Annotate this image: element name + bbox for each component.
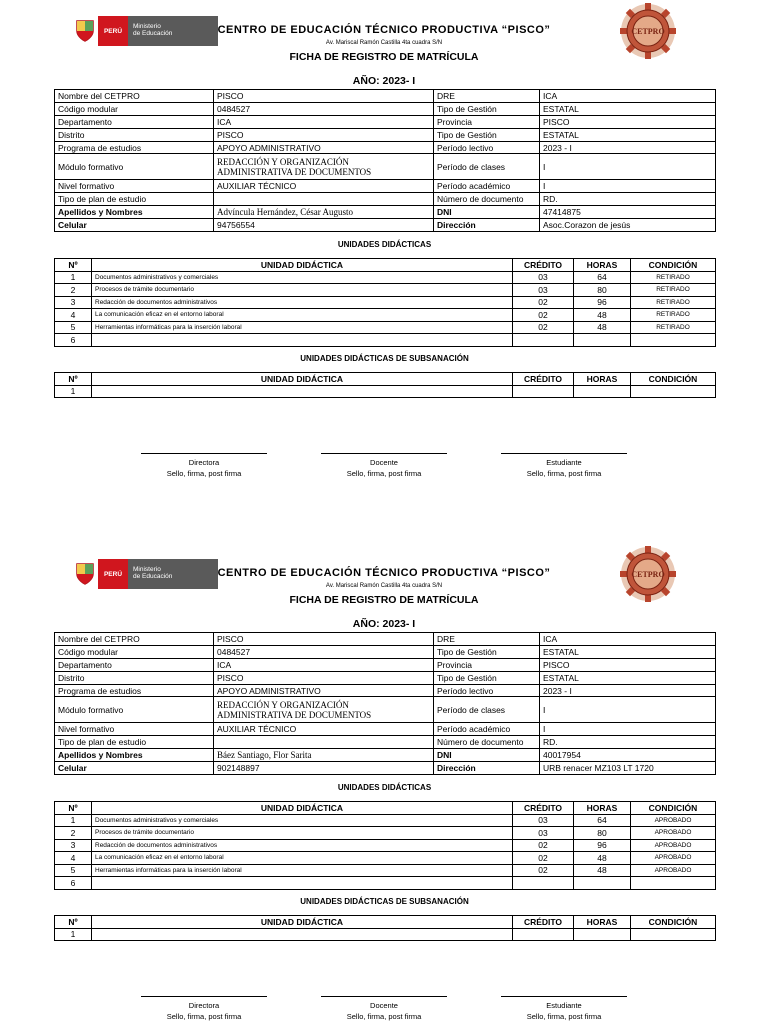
- signature-note: Sello, firma, post firma: [166, 1012, 242, 1021]
- signature-line: [321, 453, 447, 454]
- header-credit: CRÉDITO: [513, 373, 574, 386]
- signature-note: Sello, firma, post firma: [166, 469, 242, 478]
- value-province: PISCO: [540, 115, 716, 128]
- label-plan-type: Tipo de plan de estudio: [55, 193, 214, 206]
- enrollment-sheet: [0, 543, 768, 1024]
- unit-condition: [631, 877, 716, 890]
- subs-name: [92, 928, 513, 941]
- unit-no: 2: [55, 284, 92, 297]
- peru-shield-icon: [72, 559, 98, 589]
- value-cellphone: 94756554: [214, 219, 434, 232]
- unit-condition: APROBADO: [631, 852, 716, 865]
- unit-row: [55, 271, 716, 284]
- subs-header-row: [55, 916, 716, 929]
- unit-no: 5: [55, 321, 92, 334]
- header-no: Nº: [55, 916, 92, 929]
- label-module: Módulo formativo: [55, 697, 214, 723]
- academic-year: AÑO: 2023- I: [352, 618, 416, 630]
- academic-year: AÑO: 2023- I: [352, 75, 416, 87]
- info-row: [55, 658, 716, 671]
- label-dre: DRE: [434, 90, 540, 103]
- seal-text: CETPRO: [631, 570, 665, 579]
- value-plan-type: [214, 193, 434, 206]
- subs-condition: [631, 385, 716, 398]
- value-plan-type: [214, 736, 434, 749]
- unit-hours: 48: [574, 852, 631, 865]
- subs-header-row: [55, 373, 716, 386]
- value-academic-period: I: [540, 180, 716, 193]
- unit-condition: RETIRADO: [631, 296, 716, 309]
- signature-student: [501, 996, 627, 1022]
- cetpro-seal-icon: [620, 546, 676, 602]
- unit-row: [55, 321, 716, 334]
- unit-credit: 02: [513, 852, 574, 865]
- label-department: Departamento: [55, 115, 214, 128]
- ministry-brand: PERÚ: [98, 16, 128, 46]
- signature-role: Directora: [188, 458, 220, 467]
- label-module: Módulo formativo: [55, 154, 214, 180]
- unit-row: [55, 877, 716, 890]
- label-district: Distrito: [55, 671, 214, 684]
- value-cetpro-name: PISCO: [214, 633, 434, 646]
- subs-credit: [513, 385, 574, 398]
- ministry-brand: PERÚ: [98, 559, 128, 589]
- unit-hours: 80: [574, 284, 631, 297]
- label-cellphone: Celular: [55, 762, 214, 775]
- info-row: [55, 697, 716, 723]
- signature-line: [501, 996, 627, 997]
- unit-no: 5: [55, 864, 92, 877]
- institution-title: CENTRO DE EDUCACIÓN TÉCNICO PRODUCTIVA “PISCO”: [217, 24, 551, 36]
- value-level: AUXILIAR TÉCNICO: [214, 723, 434, 736]
- label-province: Provincia: [434, 658, 540, 671]
- subs-no: 1: [55, 928, 92, 941]
- signature-note: Sello, firma, post firma: [526, 1012, 602, 1021]
- signature-note: Sello, firma, post firma: [346, 469, 422, 478]
- label-cetpro-name: Nombre del CETPRO: [55, 90, 214, 103]
- units-title: UNIDADES DIDÁCTICAS: [337, 240, 432, 249]
- value-module: REDACCIÓN Y ORGANIZACIÓN ADMINISTRATIVA DE DOCUMENTOS: [214, 154, 434, 180]
- value-class-period: I: [540, 697, 716, 723]
- subs-name: [92, 385, 513, 398]
- unit-credit: 02: [513, 864, 574, 877]
- unit-no: 3: [55, 296, 92, 309]
- unit-no: 4: [55, 852, 92, 865]
- unit-no: 6: [55, 877, 92, 890]
- unit-credit: [513, 334, 574, 347]
- unit-name: [92, 334, 513, 347]
- unit-hours: 48: [574, 864, 631, 877]
- unit-hours: 64: [574, 814, 631, 827]
- subs-title: UNIDADES DIDÁCTICAS DE SUBSANACIÓN: [300, 354, 469, 363]
- units-table: [54, 258, 716, 347]
- label-province: Provincia: [434, 115, 540, 128]
- label-modular-code: Código modular: [55, 645, 214, 658]
- signature-teacher: [321, 453, 447, 479]
- unit-no: 2: [55, 827, 92, 840]
- unit-name: Documentos administrativos y comerciales: [92, 814, 513, 827]
- institution-title: CENTRO DE EDUCACIÓN TÉCNICO PRODUCTIVA “PISCO”: [217, 567, 551, 579]
- unit-credit: 03: [513, 284, 574, 297]
- unit-no: 1: [55, 814, 92, 827]
- label-department: Departamento: [55, 658, 214, 671]
- unit-credit: [513, 877, 574, 890]
- signature-line: [321, 996, 447, 997]
- header-no: Nº: [55, 259, 92, 272]
- label-study-program: Programa de estudios: [55, 141, 214, 154]
- header-no: Nº: [55, 802, 92, 815]
- signature-role: Directora: [188, 1001, 220, 1010]
- label-plan-type: Tipo de plan de estudio: [55, 736, 214, 749]
- unit-row: [55, 852, 716, 865]
- value-dni: 47414875: [540, 206, 716, 219]
- value-modular-code: 0484527: [214, 645, 434, 658]
- subs-row: [55, 928, 716, 941]
- form-title: FICHA DE REGISTRO DE MATRÍCULA: [289, 51, 479, 63]
- signature-role: Docente: [370, 458, 398, 467]
- info-row: [55, 193, 716, 206]
- signature-line: [141, 996, 267, 997]
- unit-row: [55, 827, 716, 840]
- label-address: Dirección: [434, 762, 540, 775]
- unit-hours: 96: [574, 839, 631, 852]
- units-header-row: [55, 259, 716, 272]
- value-dre: ICA: [540, 633, 716, 646]
- value-cetpro-name: PISCO: [214, 90, 434, 103]
- value-mgmt-type: ESTATAL: [540, 102, 716, 115]
- unit-no: 6: [55, 334, 92, 347]
- value-district: PISCO: [214, 671, 434, 684]
- label-academic-period: Período académico: [434, 180, 540, 193]
- signature-line: [141, 453, 267, 454]
- value-full-name: Advíncula Hernández, César Augusto: [214, 206, 434, 219]
- unit-credit: 03: [513, 814, 574, 827]
- ministry-name: Ministerio de Educación: [128, 559, 218, 589]
- label-doc-number: Número de documento: [434, 193, 540, 206]
- header-credit: CRÉDITO: [513, 916, 574, 929]
- label-study-program: Programa de estudios: [55, 684, 214, 697]
- value-study-program: APOYO ADMINISTRATIVO: [214, 141, 434, 154]
- label-class-period: Período de clases: [434, 697, 540, 723]
- label-modular-code: Código modular: [55, 102, 214, 115]
- cetpro-seal-icon: [620, 3, 676, 59]
- value-academic-period: I: [540, 723, 716, 736]
- label-address: Dirección: [434, 219, 540, 232]
- unit-credit: 03: [513, 827, 574, 840]
- unit-credit: 02: [513, 309, 574, 322]
- unit-row: [55, 284, 716, 297]
- header-condition: CONDICIÓN: [631, 373, 716, 386]
- signature-student: [501, 453, 627, 479]
- unit-no: 1: [55, 271, 92, 284]
- header-unit: UNIDAD DIDÁCTICA: [92, 916, 513, 929]
- header-hours: HORAS: [574, 916, 631, 929]
- info-row: [55, 141, 716, 154]
- info-row: [55, 671, 716, 684]
- subs-table: [54, 372, 716, 398]
- info-row: [55, 206, 716, 219]
- subs-hours: [574, 928, 631, 941]
- units-table: [54, 801, 716, 890]
- unit-hours: 64: [574, 271, 631, 284]
- unit-hours: [574, 877, 631, 890]
- peru-shield-icon: [72, 16, 98, 46]
- signature-director: [141, 453, 267, 479]
- label-mgmt-type-2: Tipo de Gestión: [434, 671, 540, 684]
- unit-condition: APROBADO: [631, 814, 716, 827]
- seal-text: CETPRO: [631, 27, 665, 36]
- unit-name: La comunicación eficaz en el entorno laboral: [92, 309, 513, 322]
- label-cellphone: Celular: [55, 219, 214, 232]
- unit-condition: RETIRADO: [631, 321, 716, 334]
- info-row: [55, 645, 716, 658]
- unit-name: [92, 877, 513, 890]
- subs-credit: [513, 928, 574, 941]
- label-full-name: Apellidos y Nombres: [55, 206, 214, 219]
- value-full-name: Báez Santiago, Flor Sarita: [214, 749, 434, 762]
- value-province: PISCO: [540, 658, 716, 671]
- header-credit: CRÉDITO: [513, 802, 574, 815]
- label-mgmt-type: Tipo de Gestión: [434, 102, 540, 115]
- header-condition: CONDICIÓN: [631, 802, 716, 815]
- value-department: ICA: [214, 658, 434, 671]
- unit-credit: 02: [513, 296, 574, 309]
- value-period: 2023 - I: [540, 141, 716, 154]
- unit-condition: APROBADO: [631, 864, 716, 877]
- unit-condition: RETIRADO: [631, 271, 716, 284]
- unit-credit: 02: [513, 839, 574, 852]
- unit-no: 3: [55, 839, 92, 852]
- unit-row: [55, 334, 716, 347]
- unit-name: La comunicación eficaz en el entorno laboral: [92, 852, 513, 865]
- header-hours: HORAS: [574, 259, 631, 272]
- subs-row: [55, 385, 716, 398]
- label-mgmt-type: Tipo de Gestión: [434, 645, 540, 658]
- header-condition: CONDICIÓN: [631, 916, 716, 929]
- signature-line: [501, 453, 627, 454]
- unit-row: [55, 296, 716, 309]
- label-district: Distrito: [55, 128, 214, 141]
- signature-role: Estudiante: [546, 1001, 582, 1010]
- label-dni: DNI: [434, 749, 540, 762]
- subs-no: 1: [55, 385, 92, 398]
- label-mgmt-type-2: Tipo de Gestión: [434, 128, 540, 141]
- label-level: Nivel formativo: [55, 180, 214, 193]
- ministry-name: Ministerio de Educación: [128, 16, 218, 46]
- label-level: Nivel formativo: [55, 723, 214, 736]
- value-mgmt-type-2: ESTATAL: [540, 671, 716, 684]
- label-class-period: Período de clases: [434, 154, 540, 180]
- signature-teacher: [321, 996, 447, 1022]
- label-period: Período lectivo: [434, 141, 540, 154]
- unit-hours: 96: [574, 296, 631, 309]
- unit-row: [55, 309, 716, 322]
- info-row: [55, 219, 716, 232]
- header-credit: CRÉDITO: [513, 259, 574, 272]
- header-condition: CONDICIÓN: [631, 259, 716, 272]
- header-unit: UNIDAD DIDÁCTICA: [92, 259, 513, 272]
- label-period: Período lectivo: [434, 684, 540, 697]
- ministry-logo: [72, 16, 218, 46]
- unit-hours: 80: [574, 827, 631, 840]
- label-academic-period: Período académico: [434, 723, 540, 736]
- header-unit: UNIDAD DIDÁCTICA: [92, 802, 513, 815]
- student-info-table: [54, 632, 716, 775]
- unit-condition: RETIRADO: [631, 309, 716, 322]
- value-doc-number: RD.: [540, 736, 716, 749]
- header-no: Nº: [55, 373, 92, 386]
- unit-name: Herramientas informáticas para la inserción laboral: [92, 864, 513, 877]
- value-mgmt-type-2: ESTATAL: [540, 128, 716, 141]
- info-row: [55, 684, 716, 697]
- label-cetpro-name: Nombre del CETPRO: [55, 633, 214, 646]
- header-hours: HORAS: [574, 802, 631, 815]
- info-row: [55, 90, 716, 103]
- unit-condition: APROBADO: [631, 827, 716, 840]
- unit-row: [55, 839, 716, 852]
- unit-condition: [631, 334, 716, 347]
- institution-address: Av. Mariscal Ramón Castilla 4ta cuadra S/N: [325, 583, 443, 589]
- value-study-program: APOYO ADMINISTRATIVO: [214, 684, 434, 697]
- unit-no: 4: [55, 309, 92, 322]
- info-row: [55, 102, 716, 115]
- signature-director: [141, 996, 267, 1022]
- signature-role: Estudiante: [546, 458, 582, 467]
- unit-name: Procesos de trámite documentario: [92, 827, 513, 840]
- info-row: [55, 633, 716, 646]
- unit-name: Herramientas informáticas para la inserción laboral: [92, 321, 513, 334]
- signature-note: Sello, firma, post firma: [346, 1012, 422, 1021]
- info-row: [55, 723, 716, 736]
- student-info-table: [54, 89, 716, 232]
- unit-name: Redacción de documentos administrativos: [92, 296, 513, 309]
- signature-note: Sello, firma, post firma: [526, 469, 602, 478]
- value-module: REDACCIÓN Y ORGANIZACIÓN ADMINISTRATIVA DE DOCUMENTOS: [214, 697, 434, 723]
- unit-hours: 48: [574, 309, 631, 322]
- value-address: URB renacer MZ103 LT 1720: [540, 762, 716, 775]
- value-doc-number: RD.: [540, 193, 716, 206]
- unit-hours: [574, 334, 631, 347]
- subs-condition: [631, 928, 716, 941]
- unit-hours: 48: [574, 321, 631, 334]
- header-hours: HORAS: [574, 373, 631, 386]
- value-address: Asoc.Corazon de jesús: [540, 219, 716, 232]
- unit-condition: RETIRADO: [631, 284, 716, 297]
- institution-address: Av. Mariscal Ramón Castilla 4ta cuadra S/N: [325, 40, 443, 46]
- header-unit: UNIDAD DIDÁCTICA: [92, 373, 513, 386]
- value-mgmt-type: ESTATAL: [540, 645, 716, 658]
- subs-title: UNIDADES DIDÁCTICAS DE SUBSANACIÓN: [300, 897, 469, 906]
- signature-role: Docente: [370, 1001, 398, 1010]
- unit-condition: APROBADO: [631, 839, 716, 852]
- subs-table: [54, 915, 716, 941]
- label-full-name: Apellidos y Nombres: [55, 749, 214, 762]
- unit-credit: 02: [513, 321, 574, 334]
- value-period: 2023 - I: [540, 684, 716, 697]
- info-row: [55, 180, 716, 193]
- value-level: AUXILIAR TÉCNICO: [214, 180, 434, 193]
- info-row: [55, 736, 716, 749]
- info-row: [55, 154, 716, 180]
- unit-name: Redacción de documentos administrativos: [92, 839, 513, 852]
- value-dni: 40017954: [540, 749, 716, 762]
- unit-row: [55, 814, 716, 827]
- info-row: [55, 115, 716, 128]
- subs-hours: [574, 385, 631, 398]
- value-department: ICA: [214, 115, 434, 128]
- value-class-period: I: [540, 154, 716, 180]
- value-cellphone: 902148897: [214, 762, 434, 775]
- ministry-logo: [72, 559, 218, 589]
- value-district: PISCO: [214, 128, 434, 141]
- unit-row: [55, 864, 716, 877]
- units-title: UNIDADES DIDÁCTICAS: [337, 783, 432, 792]
- value-dre: ICA: [540, 90, 716, 103]
- label-dre: DRE: [434, 633, 540, 646]
- info-row: [55, 749, 716, 762]
- value-modular-code: 0484527: [214, 102, 434, 115]
- units-header-row: [55, 802, 716, 815]
- label-dni: DNI: [434, 206, 540, 219]
- unit-credit: 03: [513, 271, 574, 284]
- form-title: FICHA DE REGISTRO DE MATRÍCULA: [289, 594, 479, 606]
- info-row: [55, 128, 716, 141]
- info-row: [55, 762, 716, 775]
- unit-name: Procesos de trámite documentario: [92, 284, 513, 297]
- label-doc-number: Número de documento: [434, 736, 540, 749]
- unit-name: Documentos administrativos y comerciales: [92, 271, 513, 284]
